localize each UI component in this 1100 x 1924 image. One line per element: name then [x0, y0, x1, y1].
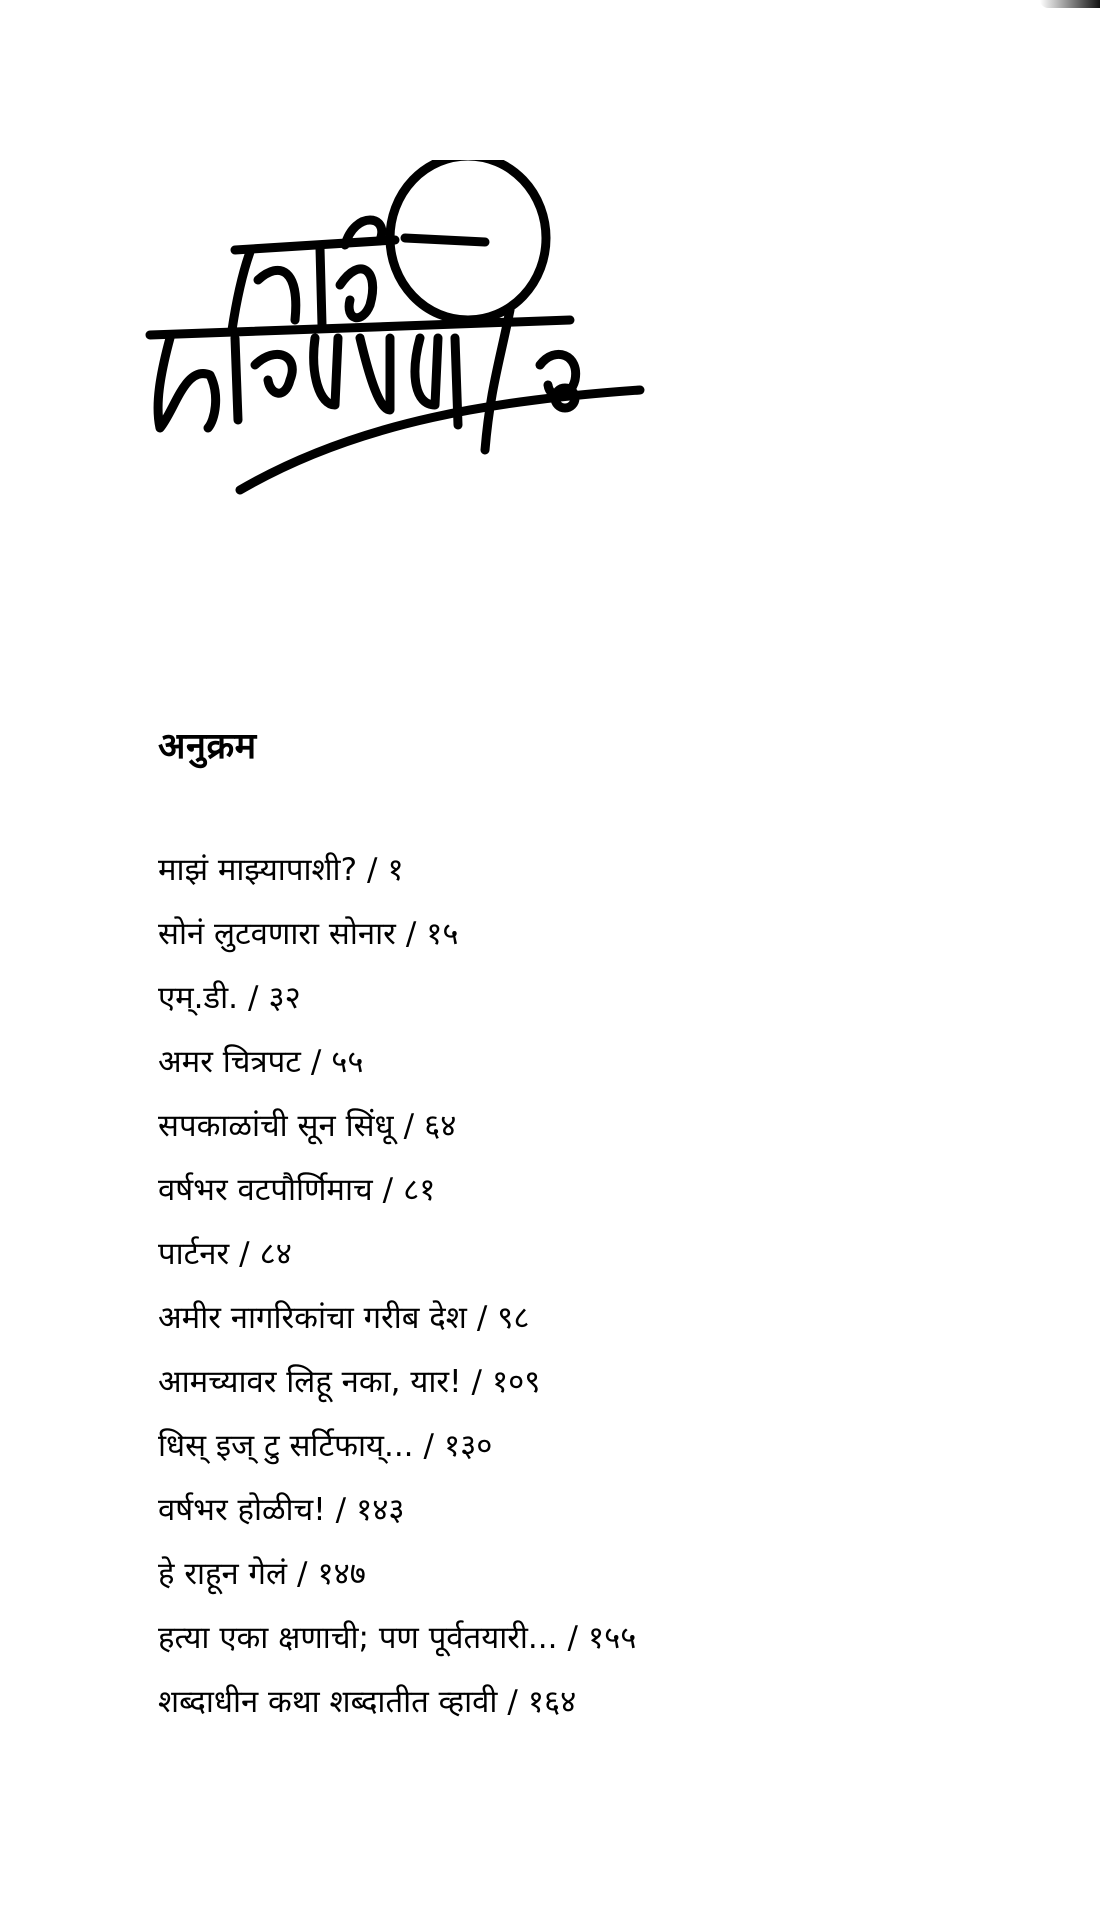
title-calligraphy-logo — [140, 160, 660, 520]
page-corner-shadow — [1040, 0, 1100, 8]
toc-entry — [158, 1158, 636, 1222]
toc-entry-page-number: १६४ — [527, 1684, 577, 1720]
toc-entry-page-number: १४७ — [317, 1556, 366, 1592]
toc-entry — [158, 838, 636, 902]
toc-entry-separator: / — [310, 1044, 322, 1080]
toc-entry-title: अमीर नागरिकांचा गरीब देश — [158, 1300, 467, 1336]
toc-entry-page-number: ९८ — [497, 1300, 530, 1336]
toc-entry-page-number: १५ — [426, 916, 459, 952]
toc-entry-title: वर्षभर वटपौर्णिमाच — [158, 1172, 373, 1208]
toc-entry-separator: / — [248, 980, 259, 1016]
toc-entry-title: आमच्यावर लिहू नका, यार! — [158, 1364, 462, 1400]
toc-entry-title: पार्टनर — [158, 1236, 230, 1272]
calligraphy-title-icon — [140, 160, 660, 520]
toc-entry-page-number: १५५ — [587, 1620, 637, 1656]
toc-entry — [158, 1670, 636, 1734]
toc-entry-title: शब्दाधीन कथा शब्दातीत व्हावी — [158, 1684, 498, 1720]
toc-entry-page-number: ३२ — [268, 980, 301, 1016]
toc-entry-separator: / — [423, 1428, 434, 1464]
toc-entry-title: हे राहून गेलं — [158, 1556, 288, 1592]
toc-heading: अनुक्रम — [158, 726, 257, 767]
toc-entry — [158, 902, 636, 966]
toc-entry-separator: / — [567, 1620, 578, 1656]
toc-entry-page-number: ५५ — [331, 1044, 364, 1080]
toc-entry-separator: / — [476, 1300, 488, 1336]
toc-entry-separator: / — [367, 852, 378, 888]
toc-entry-title: वर्षभर होळीच! — [158, 1492, 326, 1528]
toc-entry-page-number: १४३ — [356, 1492, 405, 1528]
toc-entry-title: अमर चित्रपट — [158, 1044, 301, 1080]
toc-entry-separator: / — [507, 1684, 518, 1720]
toc-entry-title: एम्.डी. — [158, 980, 239, 1016]
toc-entry-separator: / — [471, 1364, 482, 1400]
toc-entry — [158, 1222, 636, 1286]
toc-entry — [158, 966, 636, 1030]
toc-entry-separator: / — [382, 1172, 394, 1208]
toc-entry-separator: / — [405, 916, 417, 952]
toc-entry-page-number: ६४ — [424, 1108, 457, 1144]
toc-entry-title: सोनं लुटवणारा सोनार — [158, 916, 396, 952]
toc-entry — [158, 1606, 636, 1670]
toc-entry-title: हत्या एका क्षणाची; पण पूर्वतयारी... — [158, 1620, 558, 1656]
toc-entry-separator: / — [403, 1108, 415, 1144]
toc-entry — [158, 1414, 636, 1478]
toc-entry — [158, 1286, 636, 1350]
toc-entry-title: सपकाळांची सून सिंधू — [158, 1108, 394, 1144]
toc-entry — [158, 1542, 636, 1606]
toc-entry-title: माझं माझ्यापाशी? — [158, 852, 358, 888]
toc-entry — [158, 1094, 636, 1158]
toc-list — [158, 838, 636, 1734]
toc-entry-page-number: १ — [387, 852, 404, 888]
toc-entry — [158, 1350, 636, 1414]
toc-entry — [158, 1478, 636, 1542]
toc-entry-separator: / — [297, 1556, 308, 1592]
toc-entry-page-number: १३० — [444, 1428, 493, 1464]
toc-entry — [158, 1030, 636, 1094]
toc-entry-page-number: १०९ — [491, 1364, 541, 1400]
toc-entry-title: धिस् इज् टु सर्टिफाय्... — [158, 1428, 414, 1464]
toc-entry-separator: / — [239, 1236, 250, 1272]
toc-entry-page-number: ८४ — [259, 1236, 292, 1272]
toc-entry-separator: / — [335, 1492, 347, 1528]
toc-entry-page-number: ८१ — [403, 1172, 436, 1208]
